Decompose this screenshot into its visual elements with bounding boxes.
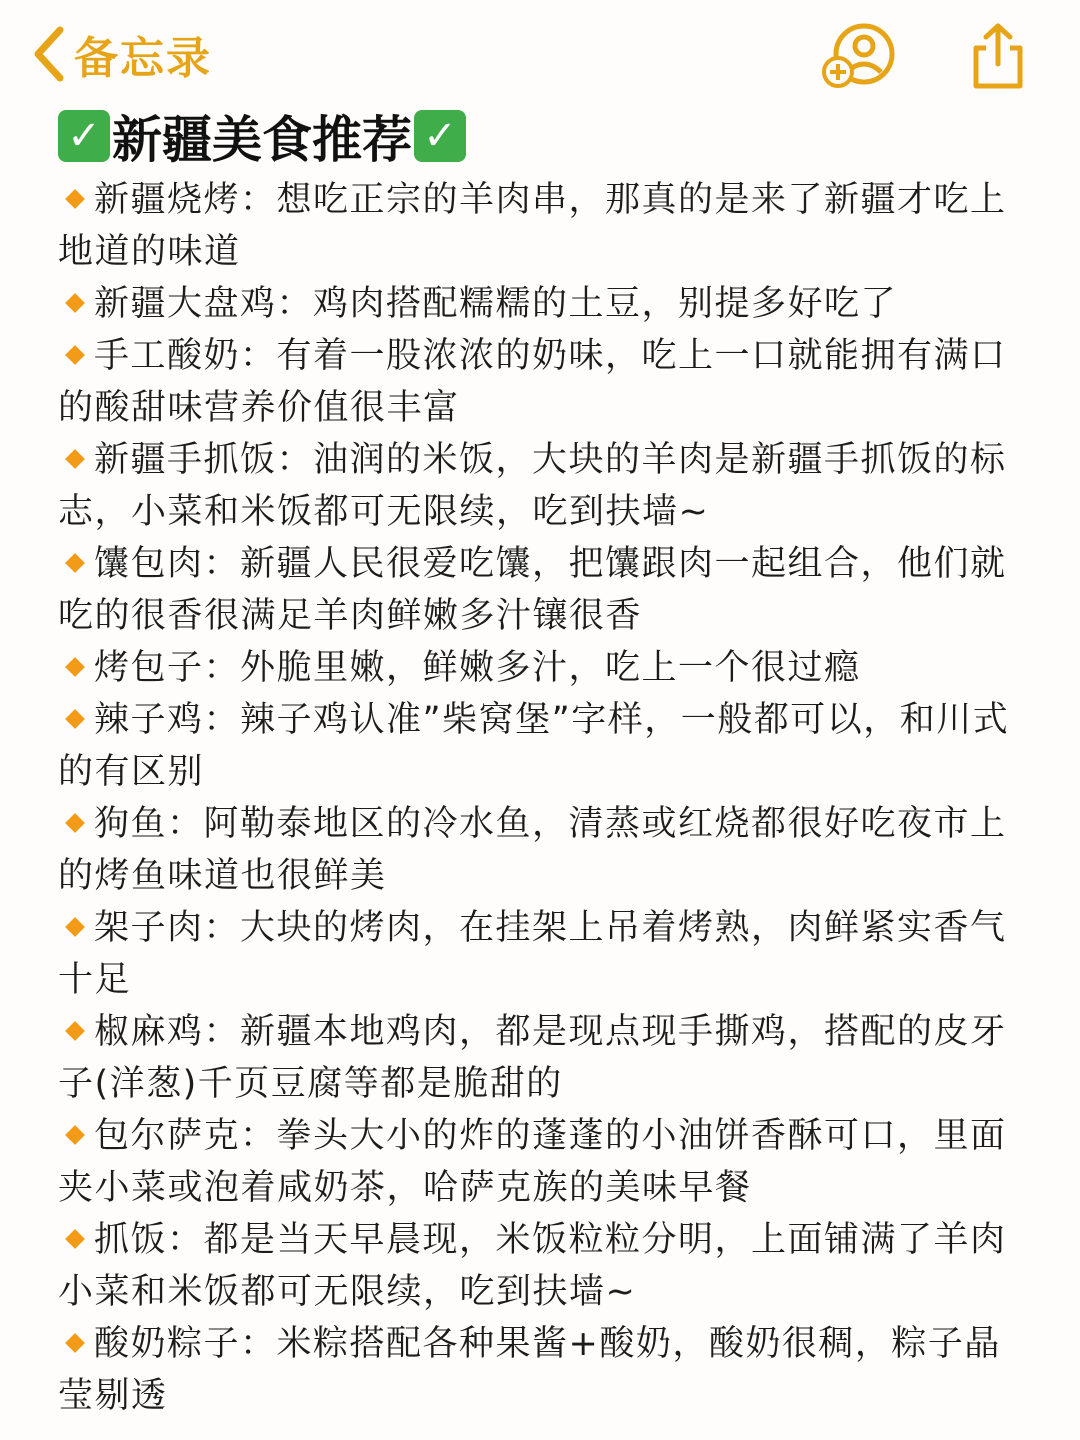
collaborate-button[interactable]: [820, 22, 900, 90]
back-button-label: 备忘录: [74, 33, 212, 84]
diamond-bullet-icon: [65, 345, 85, 365]
chevron-left-icon: [28, 24, 68, 84]
list-item-text: 抓饭：都是当天早晨现，米饭粒粒分明，上面铺满了羊肉小菜和米饭都可无限续，吃到扶墙~: [58, 1220, 1007, 1312]
note-title-text: 新疆美食推荐: [112, 111, 412, 169]
list-item-text: 包尔萨克：拳头大小的炸的蓬蓬的小油饼香酥可口，里面夹小菜或泡着咸奶茶，哈萨克族的美味早餐: [58, 1116, 1007, 1208]
list-item-text: 辣子鸡：辣子鸡认准”柴窝堡”字样，一般都可以，和川式的有区别: [58, 700, 1010, 792]
list-item: [58, 1110, 1018, 1214]
note-title: [58, 104, 1018, 168]
list-item: [58, 1006, 1018, 1110]
top-navigation-bar: [0, 0, 1080, 100]
check-mark-icon: ✓: [58, 110, 110, 162]
diamond-bullet-icon: [65, 917, 85, 937]
diamond-bullet-icon: [65, 553, 85, 573]
share-button[interactable]: [966, 20, 1030, 92]
list-item-text: 狗鱼：阿勒泰地区的冷水鱼，清蒸或红烧都很好吃夜市上的烤鱼味道也很鲜美: [58, 804, 1007, 896]
list-item-text: 新疆大盘鸡：鸡肉搭配糯糯的土豆，别提多好吃了: [94, 284, 898, 324]
list-item-text: 新疆手抓饭：油润的米饭，大块的羊肉是新疆手抓饭的标志，小菜和米饭都可无限续，吃到扶墙~: [58, 440, 1007, 532]
list-item: [58, 798, 1018, 902]
add-person-icon: [820, 22, 900, 90]
list-item-text: 新疆烧烤：想吃正宗的羊肉串，那真的是来了新疆才吃上地道的味道: [58, 180, 1007, 272]
list-item: [58, 278, 1018, 330]
diamond-bullet-icon: [65, 1229, 85, 1249]
list-item-text: 椒麻鸡：新疆本地鸡肉，都是现点现手撕鸡，搭配的皮牙子(洋葱)千页豆腐等都是脆甜的: [58, 1012, 1007, 1104]
diamond-bullet-icon: [65, 1333, 85, 1353]
list-item: [58, 434, 1018, 538]
diamond-bullet-icon: [65, 293, 85, 313]
list-item-text: 馕包肉：新疆人民很爱吃馕，把馕跟肉一起组合，他们就吃的很香很满足羊肉鲜嫩多汁镶很香: [58, 544, 1007, 636]
diamond-bullet-icon: [65, 1125, 85, 1145]
note-body[interactable]: [58, 104, 1018, 1422]
diamond-bullet-icon: [65, 449, 85, 469]
list-item: [58, 902, 1018, 1006]
share-icon: [966, 20, 1030, 92]
food-list: [58, 174, 1018, 1422]
diamond-bullet-icon: [65, 1021, 85, 1041]
list-item: [58, 694, 1018, 798]
diamond-bullet-icon: [65, 189, 85, 209]
list-item-text: 手工酸奶：有着一股浓浓的奶味，吃上一口就能拥有满口的酸甜味营养价值很丰富: [58, 336, 1007, 428]
list-item: [58, 1318, 1018, 1422]
back-button[interactable]: [28, 22, 212, 86]
diamond-bullet-icon: [65, 813, 85, 833]
list-item: [58, 330, 1018, 434]
list-item: [58, 538, 1018, 642]
list-item: [58, 1214, 1018, 1318]
check-mark-icon: ✓: [414, 110, 466, 162]
list-item: [58, 174, 1018, 278]
diamond-bullet-icon: [65, 657, 85, 677]
list-item-text: 烤包子：外脆里嫩，鲜嫩多汁，吃上一个很过瘾: [94, 648, 861, 688]
list-item-text: 架子肉：大块的烤肉，在挂架上吊着烤熟，肉鲜紧实香气十足: [58, 908, 1007, 1000]
diamond-bullet-icon: [65, 709, 85, 729]
list-item-text: 酸奶粽子：米粽搭配各种果酱+酸奶，酸奶很稠，粽子晶莹剔透: [58, 1324, 1001, 1416]
list-item: [58, 642, 1018, 694]
